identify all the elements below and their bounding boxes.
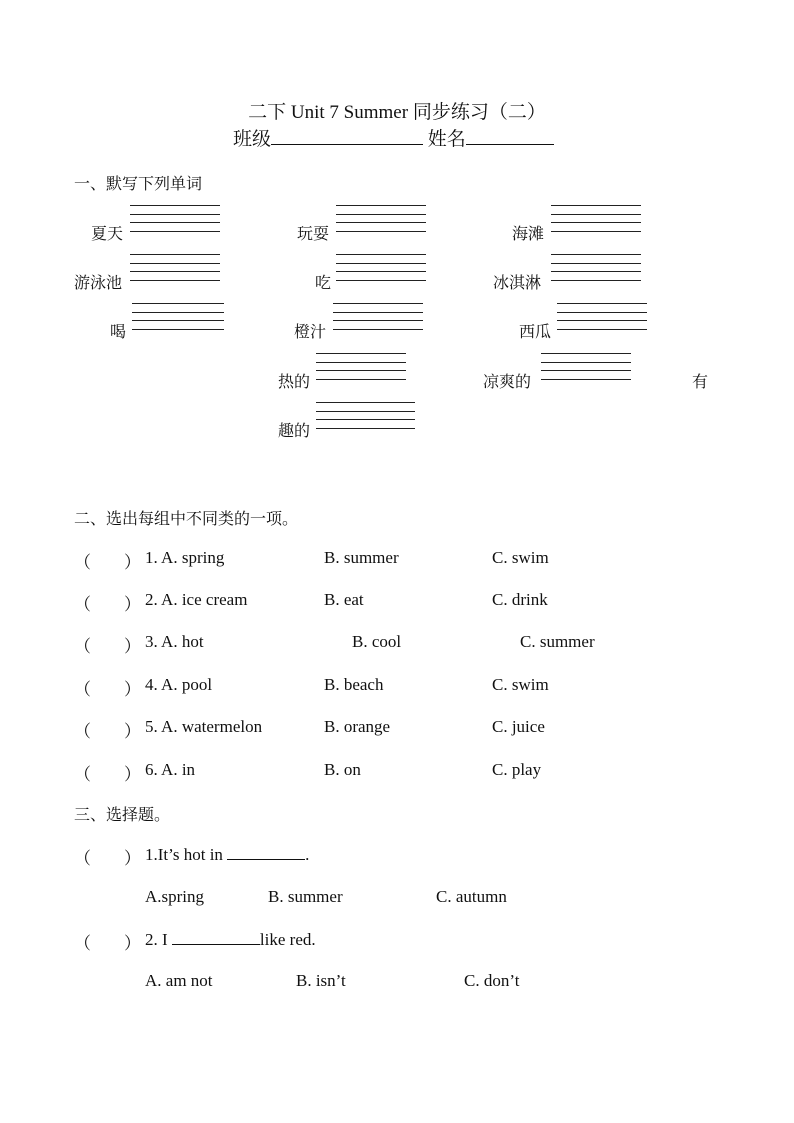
stem-text: 1.It’s hot in <box>145 845 228 864</box>
word-label: 夏天 <box>91 224 124 243</box>
stem-text: like red. <box>259 930 316 949</box>
writing-grid[interactable] <box>551 203 641 233</box>
question-option-c: C. summer <box>520 632 595 651</box>
answer-paren-open: （ <box>74 680 91 699</box>
answer-paren-close: ） <box>124 553 141 572</box>
question-option-c: C. swim <box>492 548 549 567</box>
answer-paren-close: ） <box>124 849 141 868</box>
word-label: 喝 <box>110 322 127 341</box>
answer-paren-open: （ <box>74 849 91 868</box>
word-label: 吃 <box>315 273 332 292</box>
choice-b: B. isn’t <box>296 971 346 990</box>
answer-paren-open: （ <box>74 722 91 741</box>
section1-heading: 一、默写下列单词 <box>74 174 203 193</box>
word-label: 趣的 <box>278 421 311 440</box>
class-label: 班级 <box>233 128 272 150</box>
word-label: 有 <box>692 372 709 391</box>
fill-blank[interactable] <box>172 929 260 945</box>
answer-paren-open: （ <box>74 553 91 572</box>
question-option-b: B. beach <box>324 675 384 694</box>
answer-paren-open: （ <box>74 934 91 953</box>
word-label: 海滩 <box>512 224 545 243</box>
writing-grid[interactable] <box>541 351 631 381</box>
writing-grid[interactable] <box>132 301 224 331</box>
writing-grid[interactable] <box>316 351 406 381</box>
answer-paren-close: ） <box>124 637 141 656</box>
section2-heading: 二、选出每组中不同类的一项。 <box>74 509 299 528</box>
choice-c: C. autumn <box>436 887 507 906</box>
question-stem <box>145 844 309 865</box>
question-option-c: C. drink <box>492 590 548 609</box>
choice-a: A.spring <box>145 887 205 906</box>
question-option-b: B. cool <box>352 632 402 651</box>
answer-paren-close: ） <box>124 595 141 614</box>
word-label: 热的 <box>278 372 311 391</box>
question-option-b: B. summer <box>324 548 399 567</box>
student-info-line <box>233 124 554 151</box>
writing-grid[interactable] <box>333 301 423 331</box>
writing-grid[interactable] <box>336 252 426 282</box>
section3-heading: 三、选择题。 <box>74 805 171 824</box>
question-option-a: 4. A. pool <box>145 675 213 694</box>
class-blank[interactable] <box>271 126 423 145</box>
writing-grid[interactable] <box>316 400 415 430</box>
answer-paren-open: （ <box>74 637 91 656</box>
answer-paren-close: ） <box>124 722 141 741</box>
choice-a: A. am not <box>145 971 213 990</box>
writing-grid[interactable] <box>557 301 647 331</box>
worksheet-title: 二下 Unit 7 Summer 同步练习（二） <box>248 102 546 123</box>
question-option-c: C. swim <box>492 675 549 694</box>
name-blank[interactable] <box>466 126 554 145</box>
question-option-a: 3. A. hot <box>145 632 204 651</box>
word-label: 凉爽的 <box>483 372 532 391</box>
word-label: 游泳池 <box>74 273 123 292</box>
question-option-a: 6. A. in <box>145 760 196 779</box>
fill-blank[interactable] <box>227 844 305 860</box>
choice-b: B. summer <box>268 887 343 906</box>
writing-grid[interactable] <box>551 252 641 282</box>
question-option-c: C. play <box>492 760 542 779</box>
stem-text: 2. I <box>145 930 172 949</box>
stem-text: . <box>305 845 310 864</box>
answer-paren-open: （ <box>74 595 91 614</box>
writing-grid[interactable] <box>130 203 220 233</box>
question-stem <box>145 929 316 950</box>
question-option-a: 2. A. ice cream <box>145 590 248 609</box>
word-label: 冰淇淋 <box>493 273 542 292</box>
answer-paren-close: ） <box>124 765 141 784</box>
answer-paren-close: ） <box>124 680 141 699</box>
question-option-b: B. eat <box>324 590 364 609</box>
word-label: 玩耍 <box>297 224 330 243</box>
question-option-a: 5. A. watermelon <box>145 717 263 736</box>
question-option-a: 1. A. spring <box>145 548 225 567</box>
answer-paren-close: ） <box>124 934 141 953</box>
name-label: 姓名 <box>427 128 466 150</box>
writing-grid[interactable] <box>130 252 220 282</box>
question-option-b: B. orange <box>324 717 391 736</box>
word-label: 橙汁 <box>294 322 327 341</box>
question-option-c: C. juice <box>492 717 545 736</box>
answer-paren-open: （ <box>74 765 91 784</box>
writing-grid[interactable] <box>336 203 426 233</box>
question-option-b: B. on <box>324 760 361 779</box>
choice-c: C. don’t <box>464 971 520 990</box>
word-label: 西瓜 <box>519 322 552 341</box>
